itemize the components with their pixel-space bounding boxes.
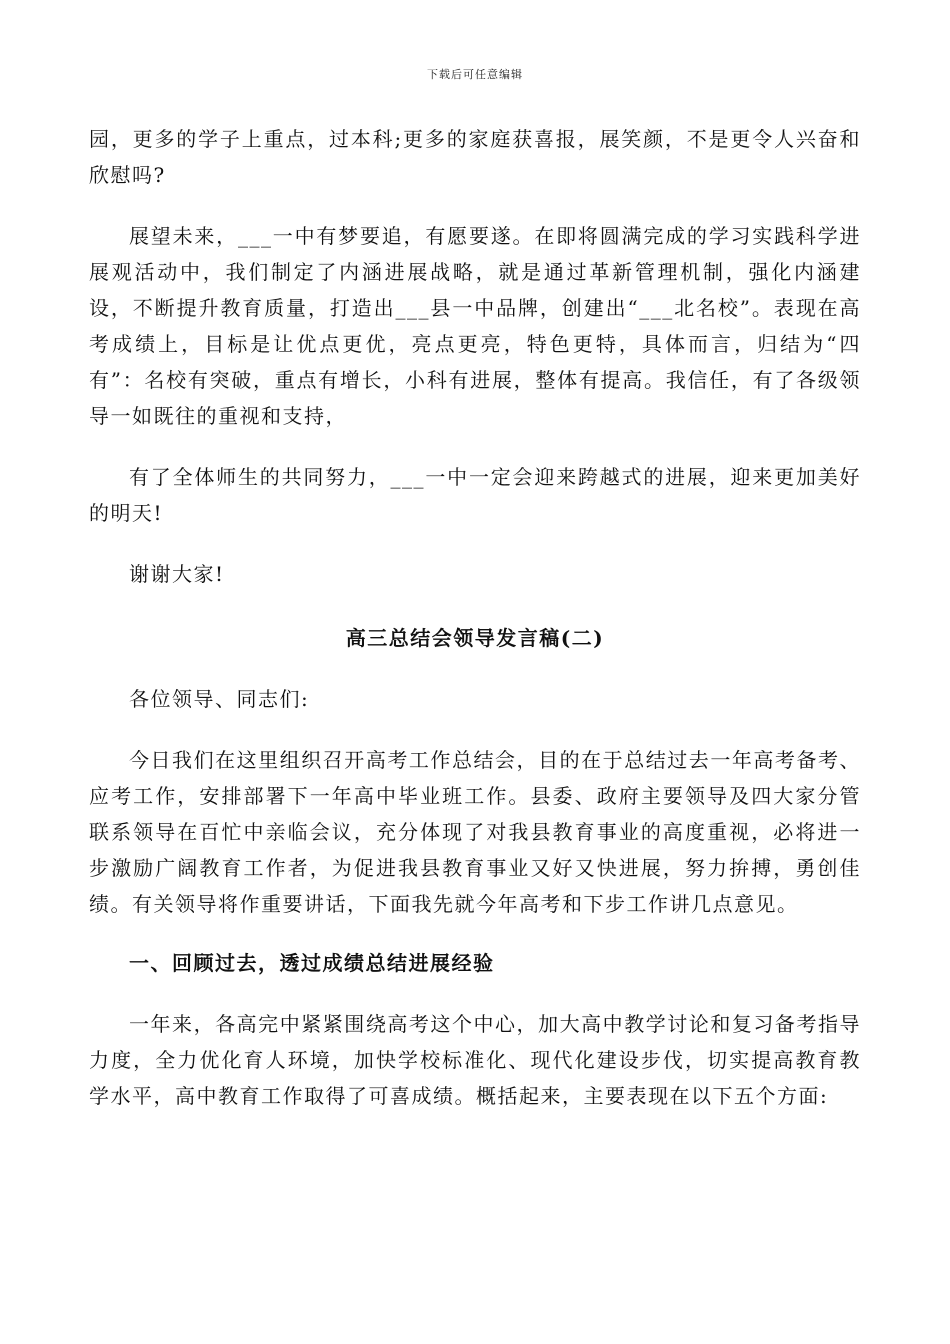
paragraph-future: 展望未来，___一中有梦要追，有愿要遂。在即将圆满完成的学习实践科学进展观活动中，我们制定了内涵进展战略，就是通过革新管理机制，强化内涵建设，不断提升教育质量，打造出___县一中品牌，创建出“___北名校”。表现在高考成绩上，目标是让优点更优，亮点更亮，特色更特，具体而言，归结为“四有”：名校有突破，重点有增长，小科有进展，整体有提高。我信任，有了各级领导一如既往的重视和支持， (89, 224, 861, 428)
document-title: 高三总结会领导发言稿(二) (345, 626, 605, 650)
paragraph-intro: 今日我们在这里组织召开高考工作总结会，目的在于总结过去一年高考备考、应考工作，安排部署下一年高中毕业班工作。县委、政府主要领导及四大家分管联系领导在百忙中亲临会议，充分体现了对我县教育事业的高度重视，必将进一步激励广阔教育工作者，为促进我县教育事业又好又快进展，努力拚搏，勇创佳绩。有关领导将作重要讲话，下面我先就今年高考和下步工作讲几点意见。 (89, 748, 861, 916)
page-header: 下载后可任意编辑 (427, 68, 523, 81)
paragraph-effort: 有了全体师生的共同努力，___一中一定会迎来跨越式的进展，迎来更加美好的明天! (89, 465, 861, 525)
section-heading: 一、回顾过去，透过成绩总结进展经验 (129, 951, 495, 975)
document-body (89, 121, 861, 1114)
paragraph-thanks: 谢谢大家! (129, 562, 225, 586)
salutation: 各位领导、同志们: (129, 687, 310, 711)
paragraph-review: 一年来，各高完中紧紧围绕高考这个中心，加大高中教学讨论和复习备考指导力度，全力优化育人环境，加快学校标准化、现代化建设步伐，切实提高教育教学水平，高中教育工作取得了可喜成绩。概括起来，主要表现在以下五个方面: (89, 1012, 861, 1108)
paragraph-continuation: 园，更多的学子上重点，过本科;更多的家庭获喜报，展笑颜，不是更令人兴奋和欣慰吗? (89, 127, 861, 187)
